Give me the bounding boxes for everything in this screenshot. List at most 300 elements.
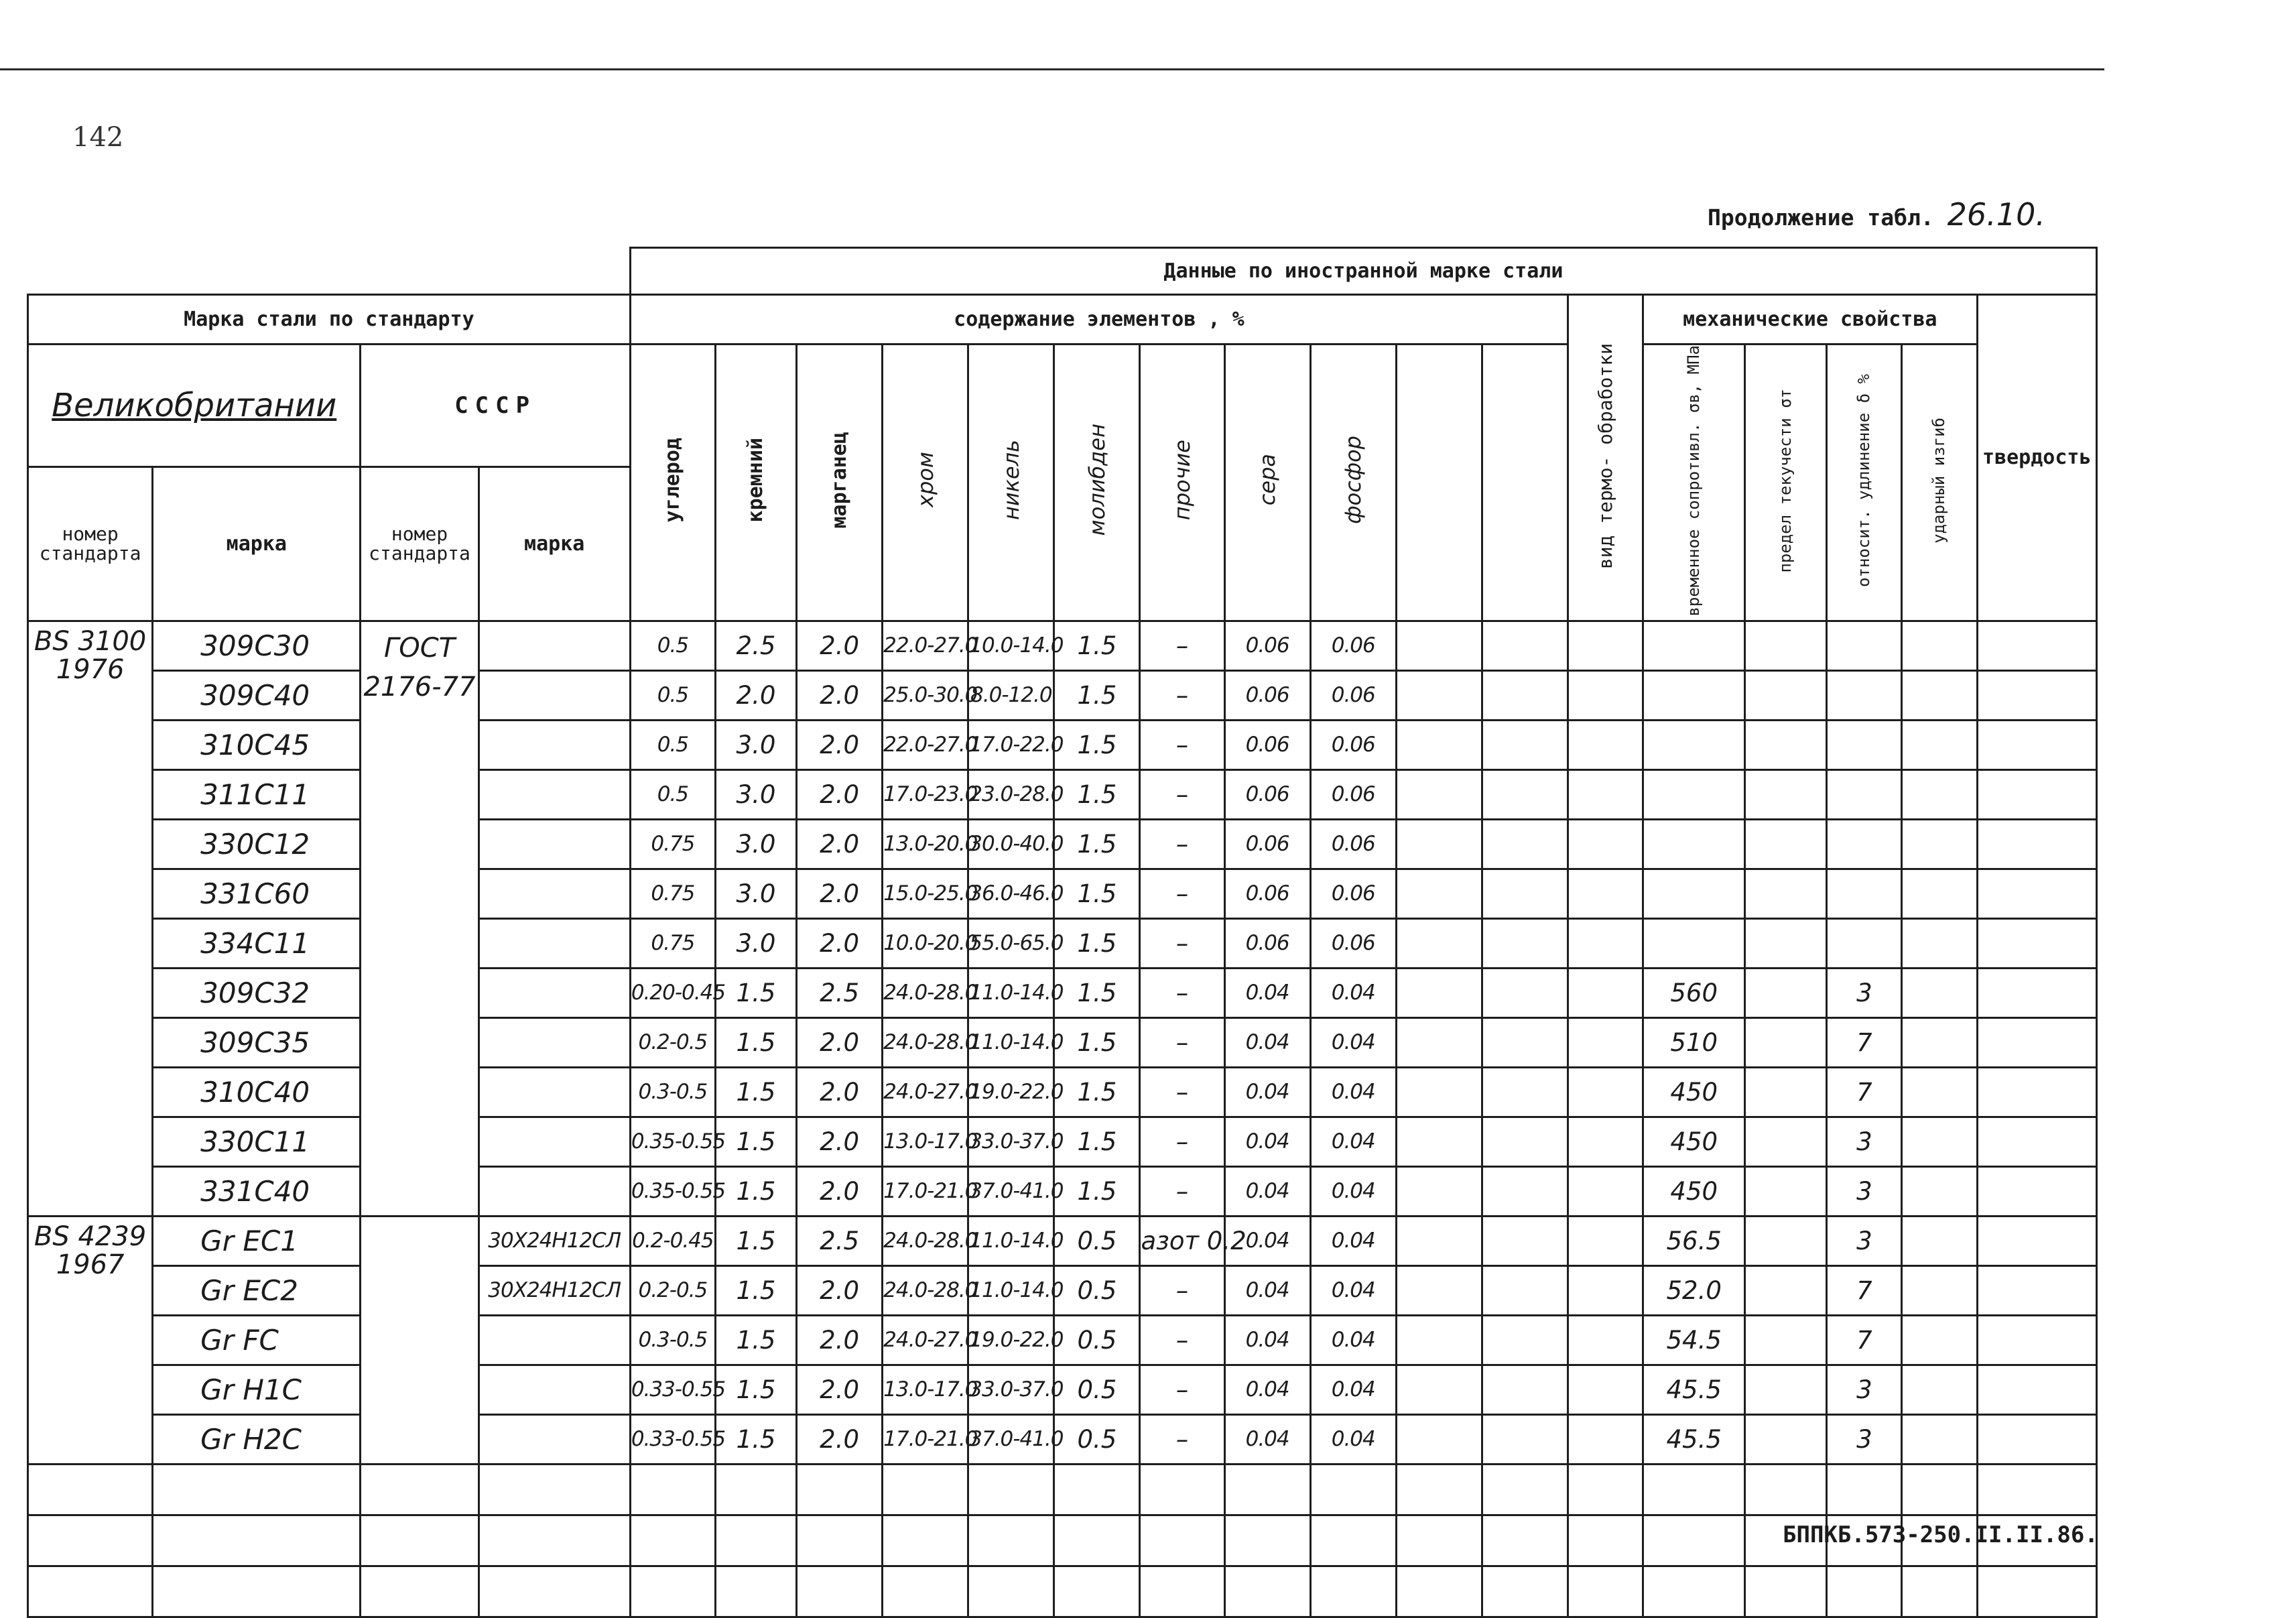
table-row — [28, 1414, 2097, 1464]
gb-grade-header: марка — [153, 466, 361, 621]
cell-s: 0.06 — [1224, 819, 1310, 869]
cell-elongation: 7 — [1827, 1017, 1902, 1067]
cell-impact — [1902, 1017, 1977, 1067]
cell-tensile: 45.5 — [1643, 1414, 1745, 1464]
table-row — [28, 968, 2097, 1017]
cell-si: 3.0 — [715, 720, 796, 769]
cell-yield — [1745, 918, 1827, 968]
cell-s: 0.06 — [1224, 621, 1310, 670]
cell-ni: 17.0-22.0 — [968, 720, 1054, 769]
cell-impact — [1902, 1265, 1977, 1315]
table-row — [28, 1265, 2097, 1315]
cell-p: 0.06 — [1310, 621, 1396, 670]
cell-mn: 2.5 — [797, 1216, 883, 1265]
cell-hardness — [1977, 1067, 2096, 1117]
cell-c: 0.75 — [630, 869, 715, 918]
cell-tensile: 450 — [1643, 1117, 1745, 1166]
cell-other: – — [1140, 819, 1224, 869]
cell-p: 0.06 — [1310, 769, 1396, 819]
cell-other: – — [1140, 918, 1224, 968]
cell-other: – — [1140, 1117, 1224, 1166]
empty-cell — [968, 1464, 1054, 1515]
cell-other: – — [1140, 670, 1224, 720]
cell-s: 0.04 — [1224, 1017, 1310, 1067]
cell-tensile — [1643, 769, 1745, 819]
cell-si: 2.5 — [715, 621, 796, 670]
empty-cell — [28, 1464, 153, 1515]
cell-mn: 2.0 — [797, 720, 883, 769]
cell-empty-1 — [1396, 1166, 1482, 1216]
cell-empty-1 — [1396, 1365, 1482, 1414]
cell-yield — [1745, 621, 1827, 670]
cell-ni: 11.0-14.0 — [968, 1216, 1054, 1265]
cell-mn: 2.0 — [797, 819, 883, 869]
cell-c: 0.2-0.45 — [630, 1216, 715, 1265]
cell-hardness — [1977, 720, 2096, 769]
cell-cr: 25.0-30.0 — [883, 670, 968, 720]
cell-mo: 0.5 — [1054, 1365, 1140, 1414]
empty-cell — [1054, 1515, 1140, 1566]
cell-s: 0.04 — [1224, 1117, 1310, 1166]
cell-empty-2 — [1482, 968, 1568, 1017]
cell-empty-2 — [1482, 1166, 1568, 1216]
cell-hardness — [1977, 1017, 2096, 1067]
table-row — [28, 819, 2097, 869]
cell-other: – — [1140, 1067, 1224, 1117]
cell-hardness — [1977, 670, 2096, 720]
ussr-grade — [479, 621, 630, 670]
cell-other: – — [1140, 1265, 1224, 1315]
cell-impact — [1902, 670, 1977, 720]
cell-yield — [1745, 819, 1827, 869]
ussr-grade — [479, 769, 630, 819]
table-row — [28, 1315, 2097, 1365]
cell-hardness — [1977, 1166, 2096, 1216]
cell-cr: 24.0-28.0 — [883, 1265, 968, 1315]
cell-c: 0.20-0.45 — [630, 968, 715, 1017]
gb-grade: Gr EC2 — [153, 1265, 361, 1315]
cell-mn: 2.0 — [797, 1414, 883, 1464]
empty-cell — [1140, 1515, 1224, 1566]
cell-ni: 8.0-12.0 — [968, 670, 1054, 720]
cell-p: 0.06 — [1310, 819, 1396, 869]
cell-tensile: 54.5 — [1643, 1315, 1745, 1365]
cell-empty-1 — [1396, 621, 1482, 670]
cell-yield — [1745, 1216, 1827, 1265]
cell-empty-2 — [1482, 918, 1568, 968]
mech-impact: ударный изгиб — [1902, 345, 1977, 621]
ussr-grade — [479, 720, 630, 769]
gb-grade: 311C11 — [153, 769, 361, 819]
cell-cr: 13.0-20.0 — [883, 819, 968, 869]
empty-cell — [153, 1566, 361, 1617]
cell-heat-treatment — [1568, 918, 1643, 968]
foreign-header: Данные по иностранной марке стали — [630, 248, 2096, 295]
cell-mn: 2.0 — [797, 621, 883, 670]
cell-s: 0.06 — [1224, 918, 1310, 968]
empty-cell — [1140, 1464, 1224, 1515]
empty-cell — [1054, 1566, 1140, 1617]
cell-tensile — [1643, 720, 1745, 769]
cell-yield — [1745, 1067, 1827, 1117]
cell-other: – — [1140, 1166, 1224, 1216]
cell-cr: 13.0-17.0 — [883, 1365, 968, 1414]
cell-cr: 10.0-20.0 — [883, 918, 968, 968]
cell-empty-2 — [1482, 1017, 1568, 1067]
empty-cell — [1977, 1464, 2096, 1515]
cell-elongation — [1827, 670, 1902, 720]
ussr-header: СССР — [361, 345, 630, 467]
cell-c: 0.5 — [630, 720, 715, 769]
ussr-standard-number — [361, 1216, 479, 1464]
empty-cell — [797, 1464, 883, 1515]
cell-p: 0.04 — [1310, 1117, 1396, 1166]
gb-grade: 309C40 — [153, 670, 361, 720]
empty-cell — [883, 1566, 968, 1617]
continuation-text: Продолжение табл. — [1708, 204, 1934, 231]
gb-grade: 309C35 — [153, 1017, 361, 1067]
cell-other: азот 0.2 — [1140, 1216, 1224, 1265]
cell-tensile: 510 — [1643, 1017, 1745, 1067]
cell-mo: 1.5 — [1054, 1166, 1140, 1216]
cell-elongation — [1827, 621, 1902, 670]
cell-ni: 55.0-65.0 — [968, 918, 1054, 968]
cell-hardness — [1977, 1265, 2096, 1315]
gb-header: Великобритании — [28, 345, 361, 467]
empty-cell — [968, 1566, 1054, 1617]
cell-c: 0.33-0.55 — [630, 1365, 715, 1414]
ussr-grade — [479, 1414, 630, 1464]
ussr-grade — [479, 1067, 630, 1117]
empty-cell — [1310, 1515, 1396, 1566]
cell-empty-2 — [1482, 1414, 1568, 1464]
ussr-grade-header: марка — [479, 466, 630, 621]
ussr-grade — [479, 1365, 630, 1414]
cell-si: 1.5 — [715, 1017, 796, 1067]
cell-p: 0.06 — [1310, 720, 1396, 769]
empty-cell — [361, 1515, 479, 1566]
cell-si: 1.5 — [715, 1067, 796, 1117]
cell-impact — [1902, 819, 1977, 869]
cell-yield — [1745, 1315, 1827, 1365]
ussr-grade — [479, 670, 630, 720]
cell-tensile: 52.0 — [1643, 1265, 1745, 1315]
cell-s: 0.04 — [1224, 1216, 1310, 1265]
cell-c: 0.2-0.5 — [630, 1017, 715, 1067]
cell-impact — [1902, 918, 1977, 968]
cell-mn: 2.0 — [797, 1315, 883, 1365]
cell-mn: 2.0 — [797, 1365, 883, 1414]
cell-s: 0.06 — [1224, 869, 1310, 918]
gb-grade: 330C12 — [153, 819, 361, 869]
cell-p: 0.04 — [1310, 1216, 1396, 1265]
cell-cr: 22.0-27.0 — [883, 720, 968, 769]
gb-grade: Gr H2C — [153, 1414, 361, 1464]
cell-ni: 36.0-46.0 — [968, 869, 1054, 918]
cell-s: 0.04 — [1224, 1414, 1310, 1464]
cell-other: – — [1140, 720, 1224, 769]
cell-hardness — [1977, 1365, 2096, 1414]
cell-p: 0.04 — [1310, 968, 1396, 1017]
cell-yield — [1745, 1117, 1827, 1166]
el-sulfur: сера — [1224, 345, 1310, 621]
gb-grade: 331C40 — [153, 1166, 361, 1216]
grade-by-standard-header: Марка стали по стандарту — [28, 295, 631, 345]
cell-si: 1.5 — [715, 968, 796, 1017]
empty-cell — [1224, 1464, 1310, 1515]
cell-heat-treatment — [1568, 621, 1643, 670]
el-other: прочие — [1140, 345, 1224, 621]
cell-elongation: 3 — [1827, 1117, 1902, 1166]
empty-cell — [715, 1515, 796, 1566]
gb-grade: 331C60 — [153, 869, 361, 918]
cell-impact — [1902, 1067, 1977, 1117]
cell-cr: 13.0-17.0 — [883, 1117, 968, 1166]
empty-cell — [1643, 1515, 1745, 1566]
cell-tensile: 450 — [1643, 1067, 1745, 1117]
cell-hardness — [1977, 1414, 2096, 1464]
cell-empty-2 — [1482, 670, 1568, 720]
cell-s: 0.06 — [1224, 670, 1310, 720]
cell-other: – — [1140, 1365, 1224, 1414]
cell-si: 1.5 — [715, 1315, 796, 1365]
cell-s: 0.06 — [1224, 720, 1310, 769]
cell-tensile — [1643, 621, 1745, 670]
el-carbon: углерод — [630, 345, 715, 621]
cell-elongation: 7 — [1827, 1265, 1902, 1315]
cell-empty-1 — [1396, 670, 1482, 720]
el-phosphorus: фосфор — [1310, 345, 1396, 621]
hardness-header: твердость — [1977, 295, 2096, 621]
cell-mn: 2.0 — [797, 769, 883, 819]
cell-ni: 19.0-22.0 — [968, 1067, 1054, 1117]
cell-heat-treatment — [1568, 670, 1643, 720]
el-molybdenum: молибден — [1054, 345, 1140, 621]
cell-p: 0.04 — [1310, 1166, 1396, 1216]
cell-hardness — [1977, 621, 2096, 670]
cell-ni: 19.0-22.0 — [968, 1315, 1054, 1365]
cell-empty-2 — [1482, 1265, 1568, 1315]
cell-mo: 0.5 — [1054, 1315, 1140, 1365]
cell-ni: 37.0-41.0 — [968, 1166, 1054, 1216]
empty-cell — [1482, 1515, 1568, 1566]
cell-empty-1 — [1396, 968, 1482, 1017]
heat-treatment-header: вид термо- обработки — [1568, 295, 1643, 621]
cell-si: 1.5 — [715, 1265, 796, 1315]
empty-cell — [361, 1566, 479, 1617]
cell-mo: 1.5 — [1054, 670, 1140, 720]
cell-ni: 11.0-14.0 — [968, 1265, 1054, 1315]
cell-cr: 17.0-23.0 — [883, 769, 968, 819]
empty-cell — [1827, 1566, 1902, 1617]
cell-mn: 2.0 — [797, 918, 883, 968]
cell-mn: 2.0 — [797, 1067, 883, 1117]
empty-cell — [1827, 1464, 1902, 1515]
cell-empty-1 — [1396, 1067, 1482, 1117]
gb-standard-number: BS 3100 1976 — [28, 621, 153, 1216]
ussr-grade — [479, 869, 630, 918]
ussr-grade: 30Х24Н12СЛ — [479, 1265, 630, 1315]
cell-elongation: 3 — [1827, 1216, 1902, 1265]
cell-impact — [1902, 1216, 1977, 1265]
cell-hardness — [1977, 819, 2096, 869]
cell-impact — [1902, 720, 1977, 769]
cell-hardness — [1977, 1117, 2096, 1166]
cell-impact — [1902, 1365, 1977, 1414]
cell-empty-1 — [1396, 918, 1482, 968]
cell-heat-treatment — [1568, 869, 1643, 918]
cell-heat-treatment — [1568, 968, 1643, 1017]
page-number: 142 — [72, 122, 124, 153]
table-row — [28, 670, 2097, 720]
el-manganese: марганец — [797, 345, 883, 621]
cell-p: 0.04 — [1310, 1017, 1396, 1067]
cell-heat-treatment — [1568, 1166, 1643, 1216]
gb-grade: Gr H1C — [153, 1365, 361, 1414]
cell-elongation: 3 — [1827, 1365, 1902, 1414]
empty-cell — [1310, 1566, 1396, 1617]
cell-p: 0.04 — [1310, 1265, 1396, 1315]
cell-hardness — [1977, 918, 2096, 968]
cell-si: 3.0 — [715, 819, 796, 869]
cell-yield — [1745, 670, 1827, 720]
empty-cell — [28, 1515, 153, 1566]
document-code: БППКБ.573-250.II.II.86. — [1783, 1521, 2098, 1548]
mech-elongation: относит. удлинение δ % — [1827, 345, 1902, 621]
empty-cell — [1396, 1515, 1482, 1566]
cell-empty-1 — [1396, 1315, 1482, 1365]
cell-empty-2 — [1482, 1067, 1568, 1117]
cell-yield — [1745, 869, 1827, 918]
cell-empty-1 — [1396, 1117, 1482, 1166]
cell-si: 1.5 — [715, 1117, 796, 1166]
cell-yield — [1745, 1365, 1827, 1414]
cell-heat-treatment — [1568, 1017, 1643, 1067]
cell-mo: 1.5 — [1054, 720, 1140, 769]
empty-cell — [1902, 1464, 1977, 1515]
cell-si: 3.0 — [715, 918, 796, 968]
table-row — [28, 621, 2097, 670]
cell-mn: 2.0 — [797, 869, 883, 918]
empty-cell — [1568, 1515, 1643, 1566]
cell-ni: 30.0-40.0 — [968, 819, 1054, 869]
cell-yield — [1745, 769, 1827, 819]
cell-elongation: 3 — [1827, 1166, 1902, 1216]
gb-grade: 334C11 — [153, 918, 361, 968]
cell-cr: 24.0-27.0 — [883, 1067, 968, 1117]
cell-c: 0.5 — [630, 769, 715, 819]
cell-heat-treatment — [1568, 1067, 1643, 1117]
cell-elongation — [1827, 869, 1902, 918]
cell-elongation: 3 — [1827, 968, 1902, 1017]
cell-tensile: 560 — [1643, 968, 1745, 1017]
empty-cell — [1396, 1464, 1482, 1515]
cell-tensile: 450 — [1643, 1166, 1745, 1216]
cell-yield — [1745, 968, 1827, 1017]
table-row — [28, 1117, 2097, 1166]
cell-cr: 17.0-21.0 — [883, 1166, 968, 1216]
cell-c: 0.33-0.55 — [630, 1414, 715, 1464]
empty-cell — [1140, 1566, 1224, 1617]
cell-yield — [1745, 1017, 1827, 1067]
cell-impact — [1902, 968, 1977, 1017]
cell-impact — [1902, 869, 1977, 918]
cell-other: – — [1140, 621, 1224, 670]
cell-yield — [1745, 1265, 1827, 1315]
cell-empty-1 — [1396, 819, 1482, 869]
empty-cell — [1643, 1566, 1745, 1617]
cell-s: 0.04 — [1224, 1166, 1310, 1216]
cell-hardness — [1977, 769, 2096, 819]
cell-ni: 11.0-14.0 — [968, 968, 1054, 1017]
cell-empty-1 — [1396, 1414, 1482, 1464]
cell-heat-treatment — [1568, 1117, 1643, 1166]
empty-cell — [1977, 1566, 2096, 1617]
empty-cell — [630, 1515, 715, 1566]
el-chromium: хром — [883, 345, 968, 621]
cell-c: 0.35-0.55 — [630, 1117, 715, 1166]
empty-cell — [883, 1464, 968, 1515]
empty-cell — [1396, 1566, 1482, 1617]
cell-si: 1.5 — [715, 1166, 796, 1216]
cell-heat-treatment — [1568, 1216, 1643, 1265]
cell-tensile: 56.5 — [1643, 1216, 1745, 1265]
empty-row — [28, 1464, 2097, 1515]
ussr-grade: 30Х24Н12СЛ — [479, 1216, 630, 1265]
cell-elongation — [1827, 819, 1902, 869]
empty-cell — [1643, 1464, 1745, 1515]
cell-yield — [1745, 1414, 1827, 1464]
cell-other: – — [1140, 1017, 1224, 1067]
cell-empty-1 — [1396, 720, 1482, 769]
cell-heat-treatment — [1568, 1414, 1643, 1464]
empty-cell — [1745, 1464, 1827, 1515]
ussr-grade — [479, 1117, 630, 1166]
empty-cell — [361, 1464, 479, 1515]
cell-empty-2 — [1482, 1216, 1568, 1265]
cell-c: 0.75 — [630, 918, 715, 968]
elements-header: содержание элементов , % — [630, 295, 1568, 345]
el-silicon: кремний — [715, 345, 796, 621]
ussr-grade — [479, 1166, 630, 1216]
cell-other: – — [1140, 1414, 1224, 1464]
cell-empty-1 — [1396, 1216, 1482, 1265]
cell-ni: 10.0-14.0 — [968, 621, 1054, 670]
cell-c: 0.3-0.5 — [630, 1067, 715, 1117]
continuation-number: 26.10. — [1947, 196, 2045, 233]
empty-row — [28, 1566, 2097, 1617]
empty-cell — [1902, 1566, 1977, 1617]
table-row — [28, 769, 2097, 819]
cell-tensile — [1643, 918, 1745, 968]
table-body — [28, 621, 2097, 1617]
cell-mo: 0.5 — [1054, 1265, 1140, 1315]
cell-ni: 37.0-41.0 — [968, 1414, 1054, 1464]
cell-c: 0.5 — [630, 670, 715, 720]
table-row — [28, 918, 2097, 968]
cell-elongation: 3 — [1827, 1414, 1902, 1464]
gb-grade: Gr EC1 — [153, 1216, 361, 1265]
blank-corner — [28, 248, 631, 295]
continuation-label — [1708, 196, 2045, 233]
cell-c: 0.75 — [630, 819, 715, 869]
cell-impact — [1902, 1117, 1977, 1166]
cell-mo: 1.5 — [1054, 621, 1140, 670]
cell-empty-2 — [1482, 869, 1568, 918]
el-nickel: никель — [968, 345, 1054, 621]
empty-cell — [1568, 1464, 1643, 1515]
cell-impact — [1902, 1414, 1977, 1464]
